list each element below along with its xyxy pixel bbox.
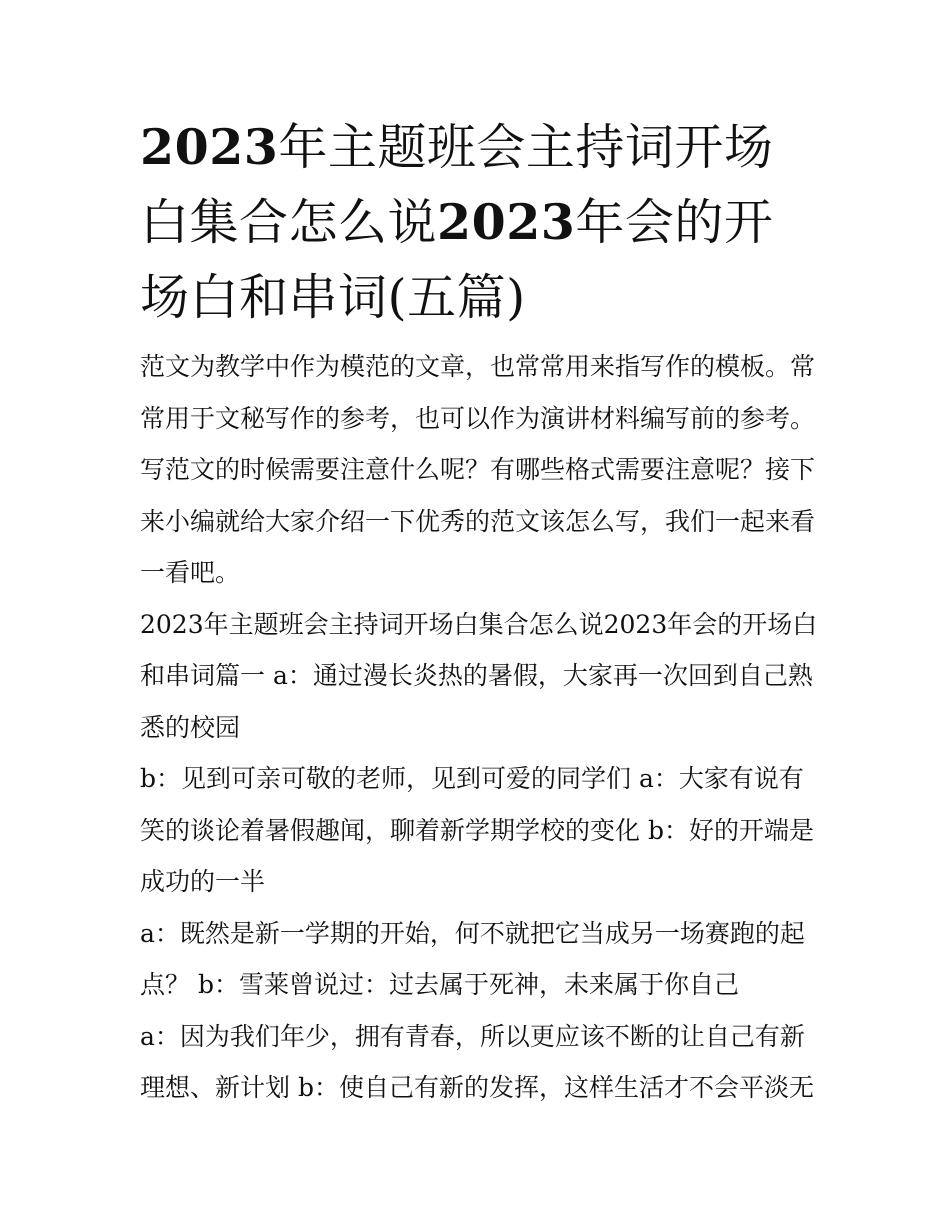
body-paragraph: 2023年主题班会主持词开场白集合怎么说2023年会的开场白和串词篇一 a：通过漫长炎热的暑假，大家再一次回到自己熟悉的校园 xyxy=(140,609,818,742)
body-paragraph: b：见到可亲可敬的老师，见到可爱的同学们 a：大家有说有笑的谈论着暑假趣闻，聊着新学期学校的变化 b：好的开端是成功的一半 xyxy=(140,764,814,896)
body-paragraph: a：既然是新一学期的开始，何不就把它当成另一场赛跑的起点？ b：雪莱曾说过：过去属于死神，未来属于你自己 xyxy=(140,918,805,999)
document-page xyxy=(140,110,820,1114)
document-title xyxy=(140,110,820,335)
title-year-2: 2023 xyxy=(437,193,576,251)
body-paragraph: a：因为我们年少，拥有青春，所以更应该不断的让自己有新理想、新计划 b：使自己有新的发挥，这样生活才不会平淡无 xyxy=(140,1021,814,1102)
title-segment-2: 年会的开场白和串词(五篇) xyxy=(140,194,774,326)
title-segment-1: 年主题班会主持词开场白集合怎么说 xyxy=(140,119,774,251)
intro-paragraph: 范文为教学中作为模范的文章，也常常用来指写作的模板。常常用于文秘写作的参考，也可以作为演讲材料编写前的参考。写范文的时候需要注意什么呢？有哪些格式需要注意呢？接下来小编就给大家介绍一下优秀的范文该怎么写，我们一起来看一看吧。 xyxy=(140,352,816,587)
title-year-1: 2023 xyxy=(140,118,279,176)
